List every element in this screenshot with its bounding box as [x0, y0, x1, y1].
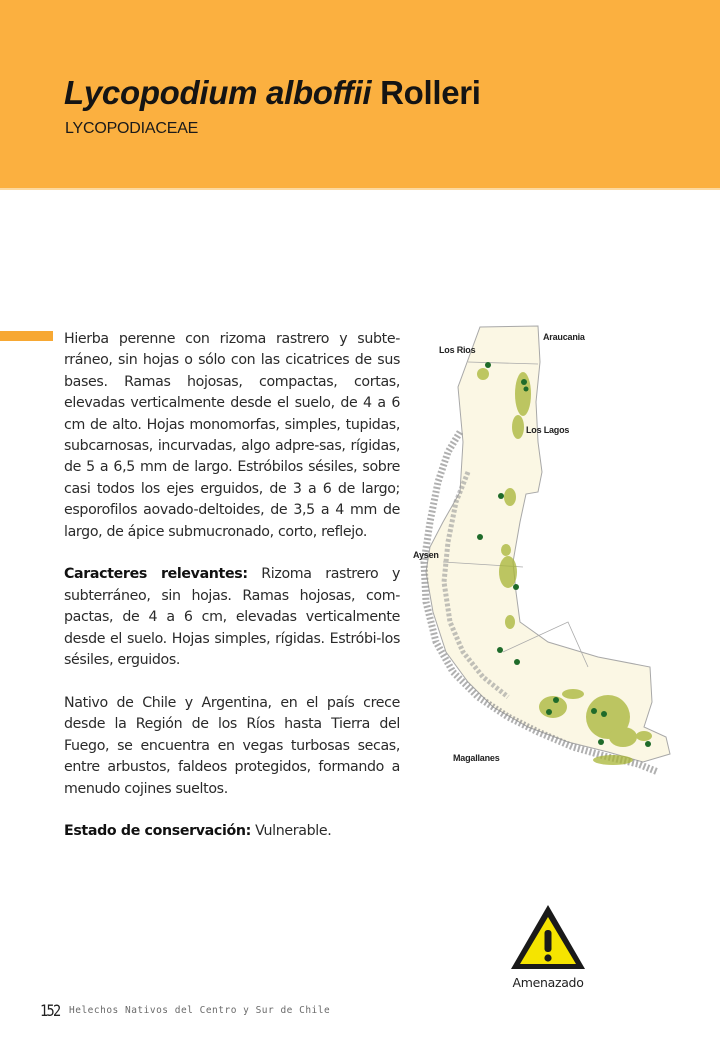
- relevant-characters-text: Rizoma rastrero y subterráneo, sin hojas. Ramas hojosas, com-pactas, de 4 a 6 cm, elevadas verticalmente desde el suelo. Hojas simples, rígidas. Estróbi-los sésiles, erguidos.: [64, 566, 400, 669]
- conservation-badge: [509, 903, 587, 971]
- conservation-badge-label: Amenazado: [512, 975, 584, 990]
- species-scientific-name: Lycopodium alboffii: [64, 74, 372, 111]
- conservation-paragraph: [64, 821, 400, 842]
- description-paragraph: Hierba perenne con rizoma rastrero y subte-rráneo, sin hojas o sólo con las cicatrices de sus bases. Ramas hojosas, compactas, cortas, elevadas verticalmente desde el suelo, de 4 a 6 cm de alto. Hojas monomorfas, simples, tupidas, subcarnosas, incurvadas, algo adpre-sas, rígidas, de 5 a 6,5 mm de largo. Estróbilos sésiles, sobre casi todos los ejes erguidos, de 3 a 6 de largo; esporofilos aovado-deltoides, de 3,5 a 4 mm de largo, de ápice submucronado, corto, reflejo.: [64, 331, 400, 540]
- relevant-characters-paragraph: [64, 564, 400, 671]
- family-name: LYCOPODIACEAE: [65, 120, 199, 137]
- book-title: Helechos Nativos del Centro y Sur de Chile: [69, 1005, 331, 1016]
- species-header: [0, 0, 720, 188]
- map-label-araucania: Araucania: [543, 332, 585, 342]
- chile-map-icon: [408, 322, 708, 792]
- relevant-characters-label: Caracteres relevantes:: [64, 566, 248, 583]
- warning-triangle-icon: [509, 903, 587, 971]
- header-divider: [0, 188, 720, 190]
- map-label-aysen: Aysen: [413, 550, 439, 560]
- distribution-map: [408, 322, 708, 792]
- conservation-value: Vulnerable.: [250, 823, 332, 840]
- page-number: 152: [40, 1001, 60, 1020]
- section-accent-bar: [0, 331, 53, 341]
- conservation-label: Estado de conservación:: [64, 823, 251, 840]
- map-label-los-rios: Los Rios: [439, 345, 476, 355]
- distribution-paragraph: Nativo de Chile y Argentina, en el país crece desde la Región de los Ríos hasta Tierra del Fuego, se encuentra en vegas turbosas secas, entre arbustos, faldeos protegidos, formando a menudo cojines sueltos.: [64, 694, 400, 797]
- species-author: Rolleri: [380, 74, 481, 111]
- map-label-los-lagos: Los Lagos: [526, 425, 570, 435]
- species-title: [64, 74, 481, 112]
- map-label-magallanes: Magallanes: [453, 753, 500, 763]
- species-description-column: [64, 329, 400, 864]
